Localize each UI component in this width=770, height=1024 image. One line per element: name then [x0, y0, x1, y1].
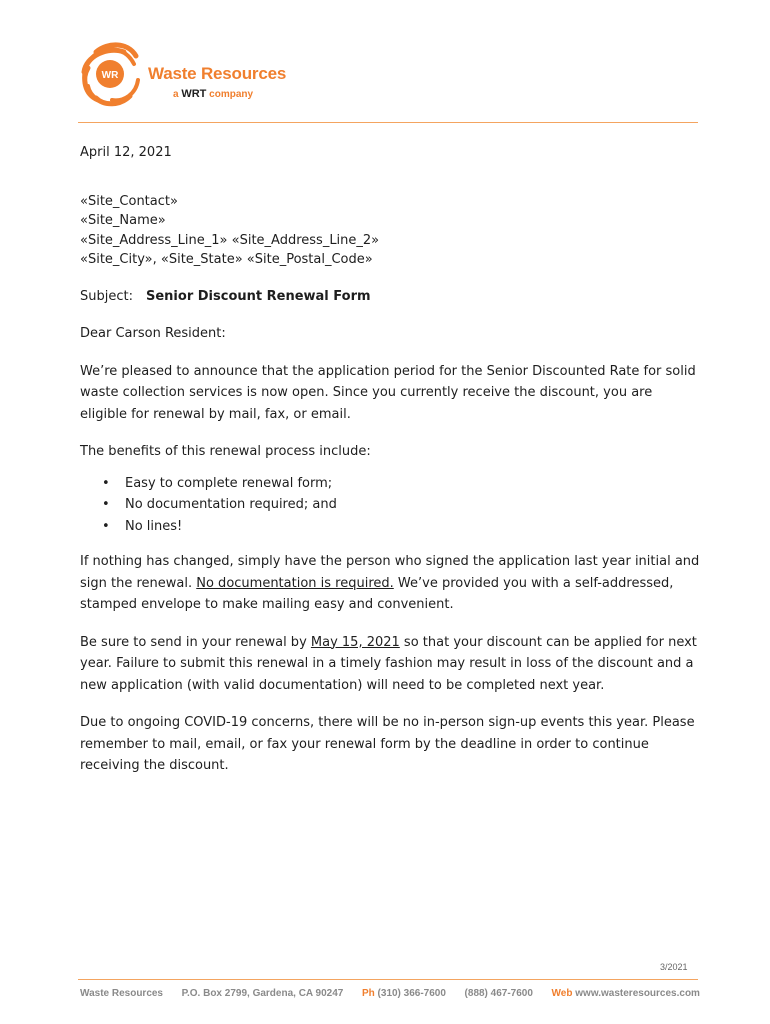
list-item	[100, 473, 700, 495]
subject-value: Senior Discount Renewal Form	[146, 288, 371, 304]
address-line: «Site_Name»	[80, 213, 166, 228]
recipient-address	[80, 192, 700, 270]
nothing-changed-paragraph	[80, 551, 700, 616]
footer-divider	[78, 979, 698, 980]
benefit-text: Easy to complete renewal form;	[125, 475, 333, 491]
address-line: «Site_Contact»	[80, 193, 178, 209]
tagline-suffix: company	[209, 89, 254, 100]
bullet-icon: •	[102, 518, 110, 534]
bullet-icon: •	[102, 497, 110, 512]
address-line: «Site_Address_Line_1» «Site_Address_Line_2»	[80, 232, 380, 248]
letter-body	[80, 142, 700, 793]
letter-date: April 12, 2021	[80, 145, 172, 160]
benefit-text: No documentation required; and	[125, 497, 337, 512]
footer-phone-2: (888) 467-7600	[464, 988, 533, 999]
phone-label: Ph	[361, 988, 375, 999]
logo-initials: WR	[101, 70, 119, 81]
footer-phone	[362, 988, 446, 999]
website-link[interactable]: www.wasteresources.com	[575, 988, 700, 999]
paragraph-text: If nothing has changed, simply have the person who signed the application last year initial and sign the renewal.	[80, 554, 700, 591]
benefits-list	[100, 473, 700, 538]
paragraph-text: Be sure to send in your renewal by	[80, 634, 311, 650]
list-item	[100, 516, 700, 538]
swirl-logo-icon	[78, 38, 144, 108]
footer-address: P.O. Box 2799, Gardena, CA 90247	[181, 988, 344, 999]
subject-label: Subject:	[80, 288, 133, 304]
paragraph-text: We’ve provided you with a self-addressed, stamped envelope to make mailing easy and convenient.	[80, 575, 674, 612]
paragraph-text: so that your discount can be applied for next year. Failure to submit this renewal in a timely fashion may result in loss of the discount and a new application (with valid documentation) will need to be completed next year.	[80, 634, 697, 693]
footer-web	[552, 988, 700, 999]
benefits-intro: The benefits of this renewal process include:	[80, 444, 371, 459]
footer	[80, 988, 700, 999]
benefit-text: No lines!	[125, 518, 183, 534]
list-item	[100, 494, 700, 516]
covid-paragraph: Due to ongoing COVID-19 concerns, there will be no in-person sign-up events this year. Please remember to mail, email, or fax your renewal form by the deadline in order to continue receiving the discount.	[80, 715, 695, 773]
web-label: Web	[551, 988, 573, 999]
header-divider	[78, 122, 698, 123]
address-line: «Site_City», «Site_State» «Site_Postal_Code»	[80, 252, 373, 267]
phone-number: (310) 366-7600	[377, 988, 446, 999]
salutation: Dear Carson Resident:	[80, 326, 226, 341]
company-logo	[78, 38, 318, 108]
brand-name: Waste Resources	[148, 64, 287, 83]
deadline-date: May 15, 2021	[310, 634, 400, 650]
revision-mark: 3/2021	[660, 962, 688, 972]
tagline-prefix: a	[173, 89, 179, 100]
bullet-icon: •	[102, 475, 110, 491]
subject-line	[80, 286, 700, 308]
tagline-mark: WRT	[181, 88, 207, 100]
intro-paragraph: We’re pleased to announce that the application period for the Senior Discounted Rate for solid waste collection services is now open. Since you currently receive the discount, you are eligible for renewal by mail, fax, or email.	[80, 363, 696, 422]
no-documentation-emphasis: No documentation is required.	[196, 575, 394, 591]
footer-company: Waste Resources	[80, 988, 163, 999]
deadline-paragraph	[80, 632, 700, 697]
brand-tagline	[173, 88, 253, 100]
